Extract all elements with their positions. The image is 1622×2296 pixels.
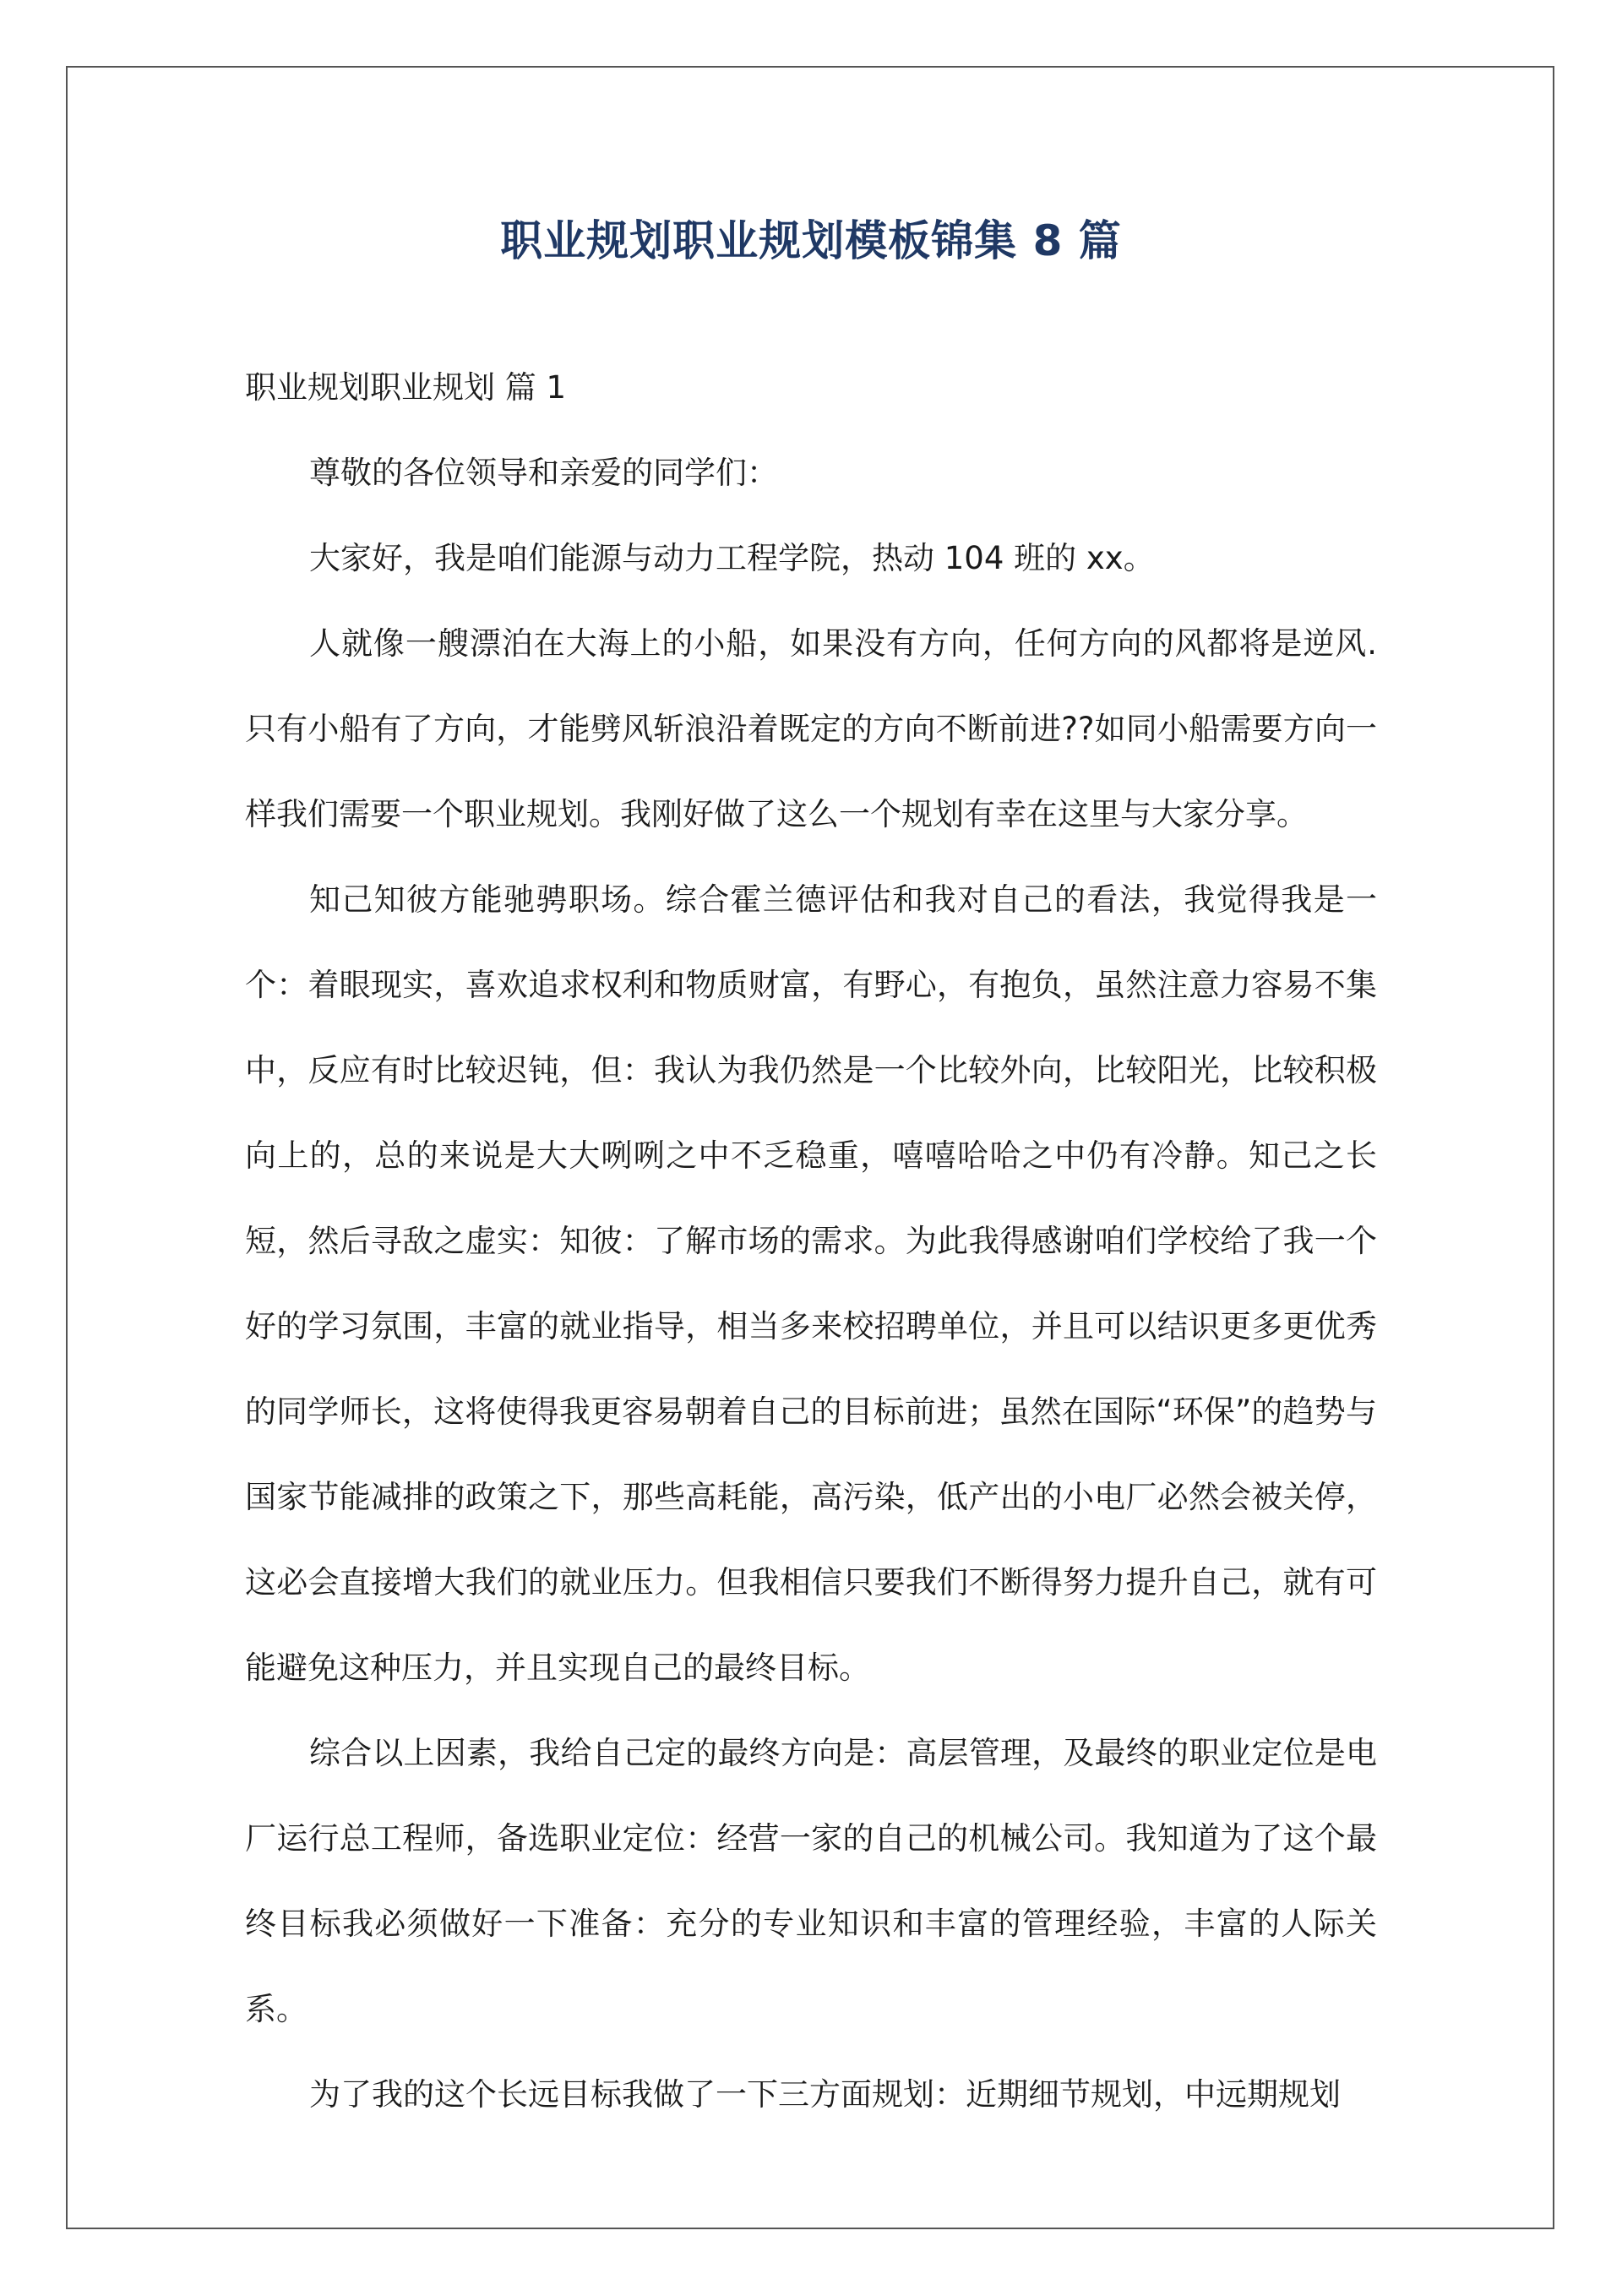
- paragraph-self-analysis: 知己知彼方能驰骋职场。综合霍兰德评估和我对自己的看法，我觉得我是一个：着眼现实，喜欢追求权利和物质财富，有野心，有抱负，虽然注意力容易不集中，反应有时比较迟钝，但：我认为我仍然是一个比较外向，比较阳光，比较积极向上的，总的来说是大大咧咧之中不乏稳重，嘻嘻哈哈之中仍有冷静。知己之长短，然后寻敌之虚实：知彼：了解市场的需求。为此我得感谢咱们学校给了我一个好的学习氛围，丰富的就业指导，相当多来校招聘单位，并且可以结识更多更优秀的同学师长，这将使得我更容易朝着自己的目标前进；虽然在国际“环保”的趋势与国家节能减排的政策之下，那些高耗能，高污染，低产出的小电厂必然会被关停，这必会直接增大我们的就业压力。但我相信只要我们不断得努力提升自己，就有可能避免这种压力，并且实现自己的最终目标。: [245, 881, 1377, 1686]
- document-body: [245, 194, 1377, 2137]
- paragraph-plan-intro: 为了我的这个长远目标我做了一下三方面规划：近期细节规划，中远期规划: [309, 2076, 1341, 2113]
- section-heading: 职业规划职业规划 篇 1: [245, 369, 567, 406]
- paragraph-career-goal: 综合以上因素，我给自己定的最终方向是：高层管理，及最终的职业定位是电厂运行总工程师，备选职业定位：经营一家的自己的机械公司。我知道为了这个最终目标我必须做好一下准备：充分的专业知识和丰富的管理经验，丰富的人际关系。: [245, 1735, 1377, 2027]
- document-title: 职业规划职业规划模板锦集 8 篇: [500, 216, 1122, 265]
- paragraph-introduction: 大家好，我是咱们能源与动力工程学院，热动 104 班的 xx。: [309, 540, 1155, 576]
- paragraph-greeting: 尊敬的各位领导和亲爱的同学们：: [309, 455, 778, 491]
- paragraph-boat-metaphor: 人就像一艘漂泊在大海上的小船，如果没有方向，任何方向的风都将是逆风.只有小船有了方向，才能劈风斩浪沿着既定的方向不断前进??如同小船需要方向一样我们需要一个职业规划。我刚好做了这么一个规划有幸在这里与大家分享。: [245, 625, 1377, 832]
